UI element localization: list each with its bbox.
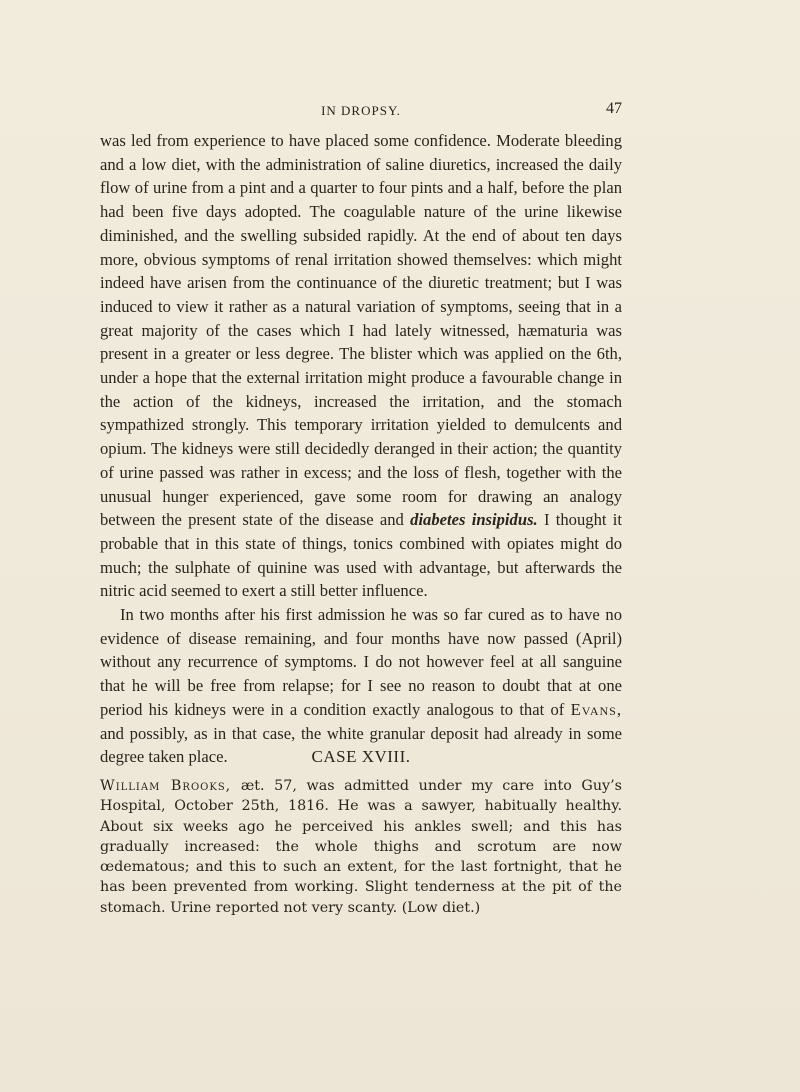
italic-term: diabetes insipidus. [410,510,538,530]
small-caps-name: Evans, [570,699,622,719]
paragraph-text: was led from experience to have placed some confidence. Moderate bleeding and a low diet, with the administration of saline diuretics, increased the daily flow of urine from a pint and a quarter to four pints and a half, before the plan had been five days adopted. The coagulable nature of the urine likewise diminished, and the swelling subsided rapidly. At the end of about ten days more, obvious symptoms of renal irritation showed themselves: which might indeed have arisen from the continuance of the diuretic treatment; but I was induced to view it rather as a natural variation of symptoms, seeing that in a great majority of the cases which I had lately witnessed, hæmaturia was present in a greater or less degree. The blister which was applied on the 6th, under a hope that the external irritation might produce a favourable change in the action of the kidneys, increased the irritation, and the stomach sympathized strongly. This temporary irritation yielded to demulcents and opium. The kidneys were still decidedly deranged in their action; the quantity of urine passed was rather in excess; and the loss of flesh, together with the unusual hunger experienced, gave some room for drawing an analogy between the present state of the disease and [100,131,622,530]
paragraph [100,603,622,769]
paragraph-text: In two months after his first admission he was so far cured as to have no evidence of disease remaining, and four months have now passed (April) without any recurrence of symptoms. I do not however feel at all sanguine that he will be free from relapse; for I see no reason to doubt that at one period his kidneys were in a condition exactly analogous to that of [100,605,622,719]
running-head [100,100,622,120]
paragraph-text: and possibly, as in that case, the white granular deposit had already in some degree taken place. [100,723,622,767]
case-paragraph [100,776,622,918]
patient-name: William Brooks, [100,778,232,794]
case-paragraph-text: æt. 57, was admitted under my care into Guy’s Hospital, October 25th, 1816. He was a sawyer, habitually healthy. About six weeks ago he perceived his ankles swell; and this has gradually increased: the whole thighs and scrotum are now œdematous; and this to such an extent, for the last fortnight, that he has been prevented from working. Slight tenderness at the pit of the stomach. Urine reported not very scanty. (Low diet.) [100,778,623,916]
paragraph-continued [100,129,622,603]
case-heading: CASE XVIII. [311,747,411,766]
page-number: 47 [606,100,622,117]
case-text [100,776,622,918]
body-text [100,129,622,769]
running-title: IN DROPSY. [321,103,401,118]
paragraph-text: I thought it probable that in this state of things, tonics combined with opiates might do much; the sulphate of quinine was used with advantage, but afterwards the nitric acid seemed to exert a still better influence. [100,510,622,601]
